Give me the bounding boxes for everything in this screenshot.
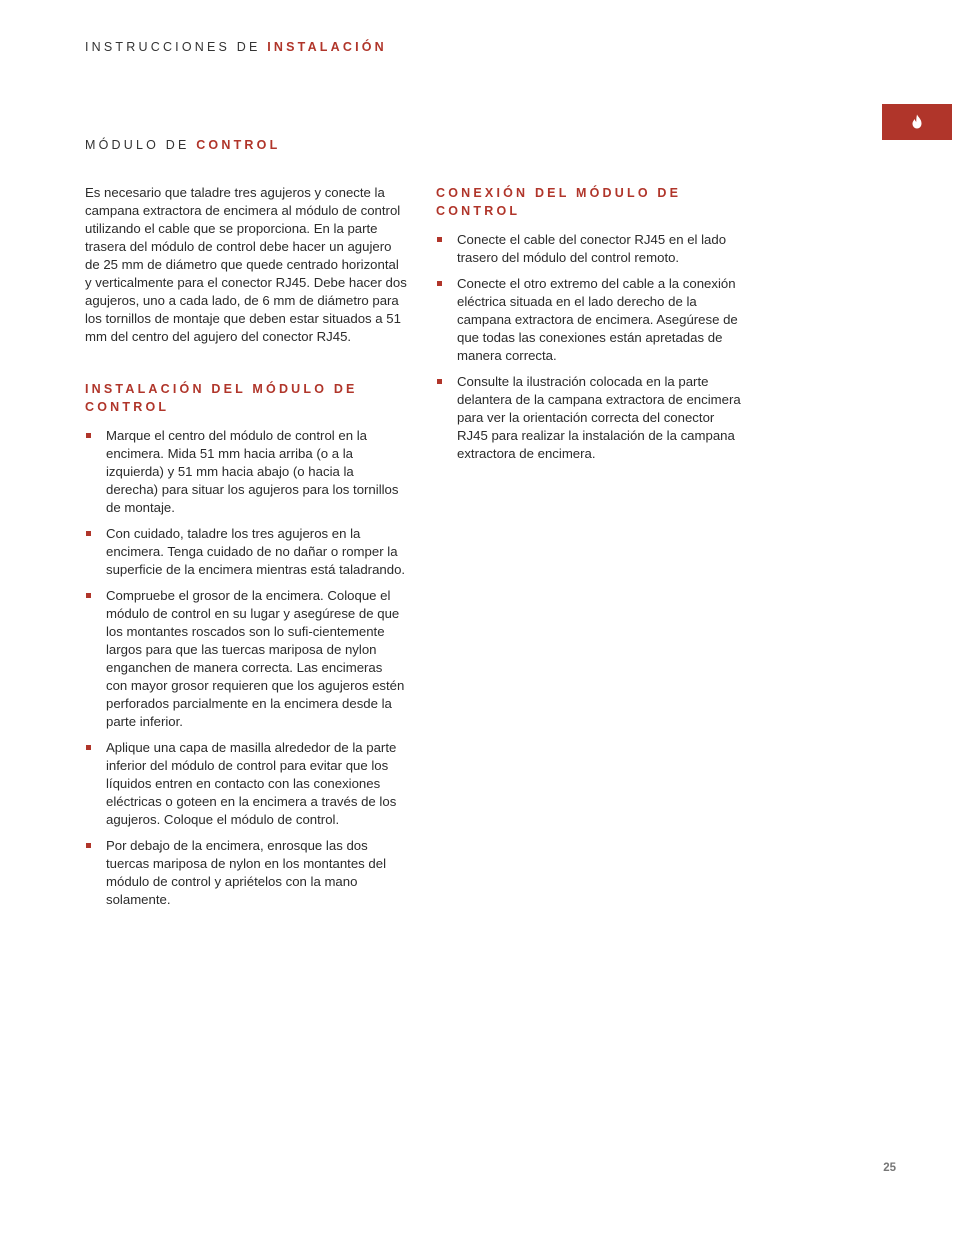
list-item-text: Consulte la ilustración colocada en la parte delantera de la campana extractora de encimera para ver la orientación correcta del conector RJ45 para realizar la instalación de la campana extractora de encimera. [457, 374, 741, 461]
bullet-square-icon [437, 281, 442, 286]
list-item [85, 739, 407, 829]
connection-heading: CONEXIÓN DEL MÓDULO DE CONTROL [436, 186, 682, 218]
header-prefix: INSTRUCCIONES DE [85, 40, 261, 54]
list-item-text: Compruebe el grosor de la encimera. Coloque el módulo de control en su lugar y asegúrese de que los montantes roscados son lo sufi-cientemente largos para que las tuercas mariposa de nylon enganchen de manera correcta. Las encimeras con mayor grosor requieren que los agujeros estén perforados parcialmente en la encimera desde la parte inferior. [106, 588, 405, 729]
intro-paragraph: Es necesario que taladre tres agujeros y conecte la campana extractora de encimera al módulo de control utilizando el cable que se proporciona. En la parte trasera del módulo de control debe hacer un agujero de 25 mm de diámetro que quede centrado horizontal y verticalmente para el conector RJ45. Debe hacer dos agujeros, uno a cada lado, de 6 mm de diámetro para los tornillos de montaje que deben estar situados a 51 mm del centro del agujero del conector RJ45. [85, 185, 407, 344]
list-item-text: Con cuidado, taladre los tres agujeros en la encimera. Tenga cuidado de no dañar o romper la superficie de la encimera mientras está taladrando. [106, 526, 406, 577]
section-title [85, 138, 280, 152]
section-tab [882, 104, 952, 140]
list-item [436, 373, 748, 463]
list-item [85, 427, 407, 517]
running-header [85, 40, 387, 54]
bullet-square-icon [437, 379, 442, 384]
right-column [436, 184, 748, 471]
list-item-text: Conecte el otro extremo del cable a la conexión eléctrica situada en el lado derecho de la campana extractora de encimera. Asegúrese de que todas las conexiones están apretadas de manera correcta. [457, 276, 738, 363]
bullet-square-icon [86, 531, 91, 536]
flame-icon [911, 114, 923, 129]
left-column [85, 184, 407, 917]
section-title-accent: CONTROL [196, 138, 281, 152]
list-item [436, 275, 748, 365]
section-title-prefix: MÓDULO DE [85, 138, 190, 152]
bullet-square-icon [86, 745, 91, 750]
page-number: 25 [883, 1162, 896, 1174]
connection-list [436, 231, 748, 463]
list-item-text: Por debajo de la encimera, enrosque las dos tuercas mariposa de nylon en los montantes del módulo de control y apriételos con la mano solamente. [106, 838, 387, 907]
list-item [85, 525, 407, 579]
install-heading: INSTALACIÓN DEL MÓDULO DE CONTROL [85, 382, 358, 414]
header-accent: INSTALACIÓN [267, 40, 387, 54]
bullet-square-icon [86, 843, 91, 848]
list-item-text: Marque el centro del módulo de control en la encimera. Mida 51 mm hacia arriba (o a la izquierda) y 51 mm hacia abajo (o hacia la derecha) para situar los agujeros para los tornillos de montaje. [106, 428, 399, 515]
list-item [85, 587, 407, 731]
bullet-square-icon [437, 237, 442, 242]
list-item [436, 231, 748, 267]
install-list [85, 427, 407, 909]
bullet-square-icon [86, 593, 91, 598]
list-item-text: Aplique una capa de masilla alrededor de la parte inferior del módulo de control para evitar que los líquidos entren en contacto con las conexiones eléctricas o goteen en la encimera a través de los agujeros. Coloque el módulo de control. [106, 740, 397, 827]
bullet-square-icon [86, 433, 91, 438]
list-item [85, 837, 407, 909]
list-item-text: Conecte el cable del conector RJ45 en el lado trasero del módulo del control remoto. [457, 232, 727, 265]
